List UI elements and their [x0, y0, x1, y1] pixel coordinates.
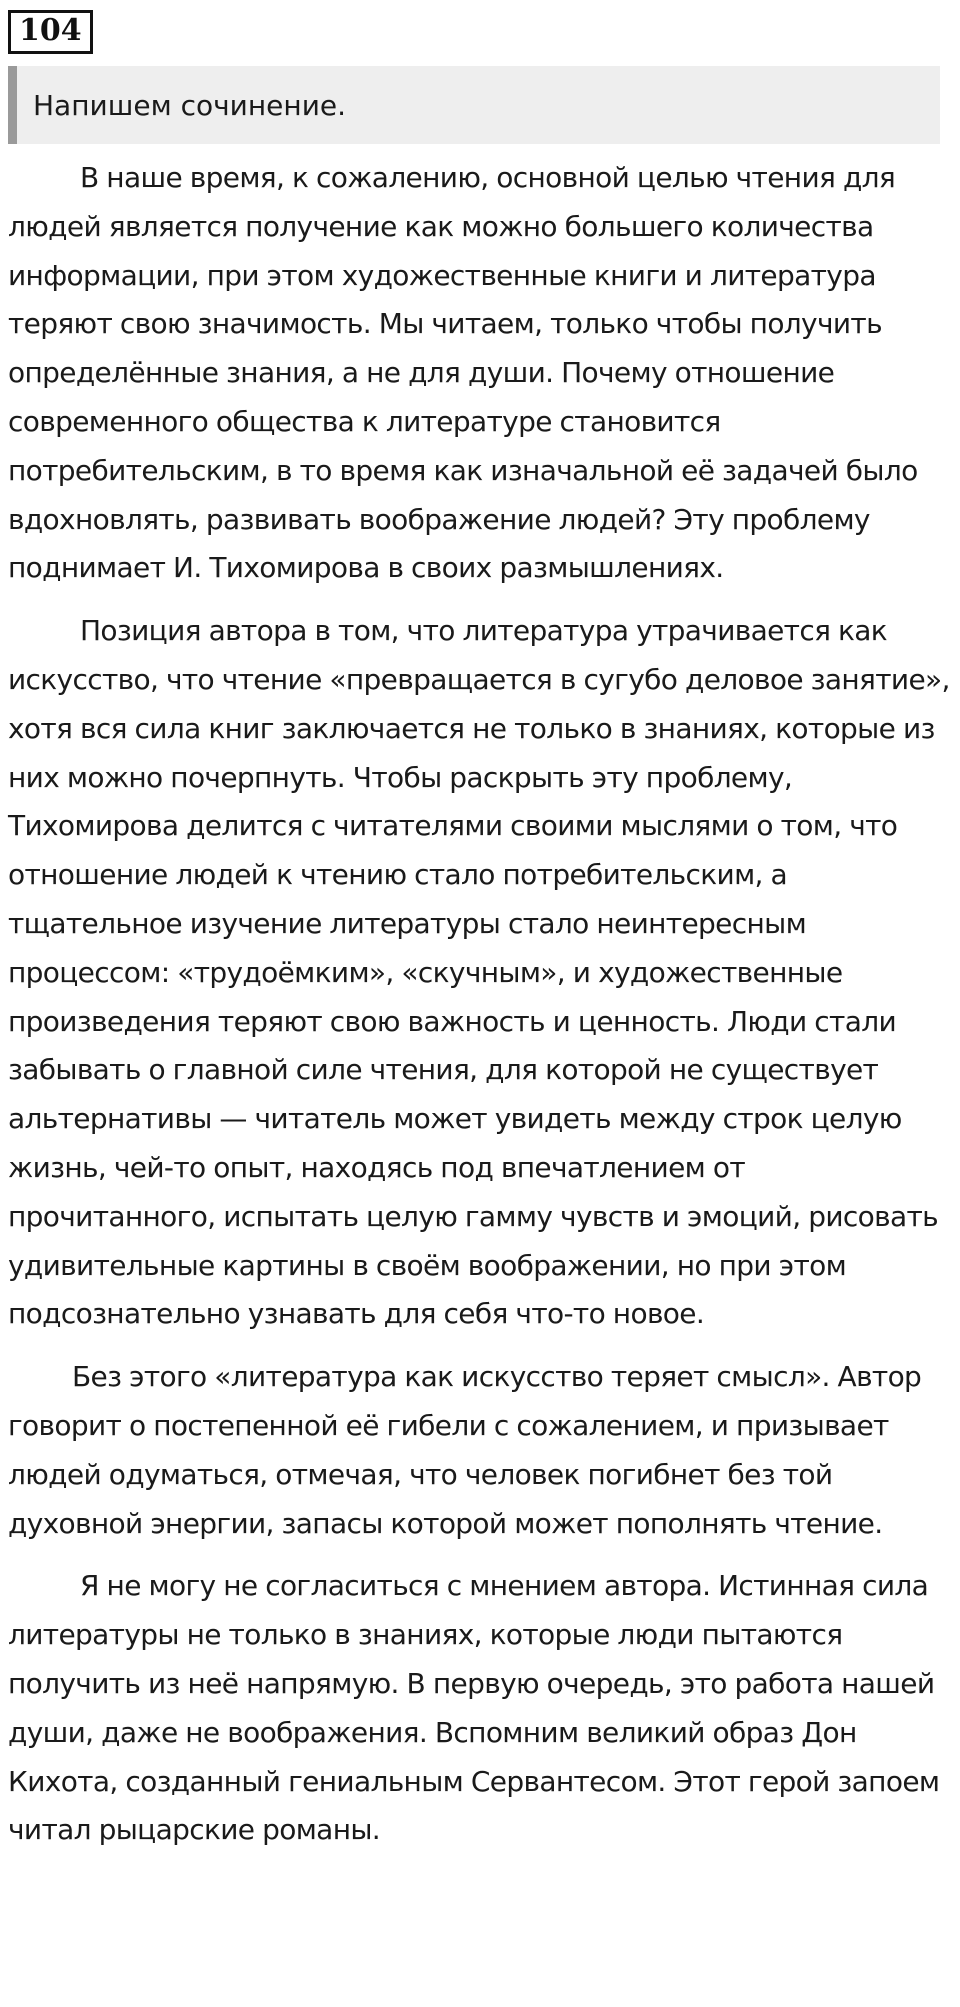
essay-paragraph-3: Без этого «литература как искусство теряет смысл». Автор говорит о постепенной её гибели с сожалением, и призывает людей одуматься, отмечая, что человек погибнет без той духовной энергии, запасы которой может пополнять чтение.	[8, 1360, 922, 1540]
essay-paragraph-2: Позиция автора в том, что литература утрачивается как искусство, что чтение «превращается в сугубо деловое занятие», хотя вся сила книг заключается не только в знаниях, которые из них можно почерпнуть. Чтобы раскрыть эту проблему, Тихомирова делится с читателями своими мыслями о том, что отношение людей к чтению стало потребительским, а тщательное изучение литературы стало неинтересным процессом: «трудоёмким», «скучным», и художественные произведения теряют свою важность и ценность. Люди стали забывать о главной силе чтения, для которой не существует альтернативы — читатель может увидеть между строк целую жизнь, чей-то опыт, находясь под впечатлением от прочитанного, испытать целую гамму чувств и эмоций, рисовать удивительные картины в своём воображении, но при этом подсознательно узнавать для себя что-то новое.	[8, 614, 950, 1331]
essay-body	[8, 154, 960, 1855]
section-header-title: Напишем сочинение.	[33, 88, 347, 122]
essay-paragraph-4: Я не могу не согласиться с мнением автора. Истинная сила литературы не только в знаниях, которые люди пытаются получить из неё напрямую. В первую очередь, это работа нашей души, даже не воображения. Вспомним великий образ Дон Кихота, созданный гениальным Сервантесом. Этот герой запоем читал рыцарские романы.	[8, 1569, 940, 1847]
task-number-badge: 104	[8, 10, 93, 54]
essay-paragraph-1: В наше время, к сожалению, основной целью чтения для людей является получение как можно большего количества информации, при этом художественные книги и литература теряют свою значимость. Мы читаем, только чтобы получить определённые знания, а не для души. Почему отношение современного общества к литературе становится потребительским, в то время как изначальной её задачей было вдохновлять, развивать воображение людей? Эту проблему поднимает И. Тихомирова в своих размышлениях.	[8, 161, 918, 585]
section-header	[8, 66, 940, 144]
